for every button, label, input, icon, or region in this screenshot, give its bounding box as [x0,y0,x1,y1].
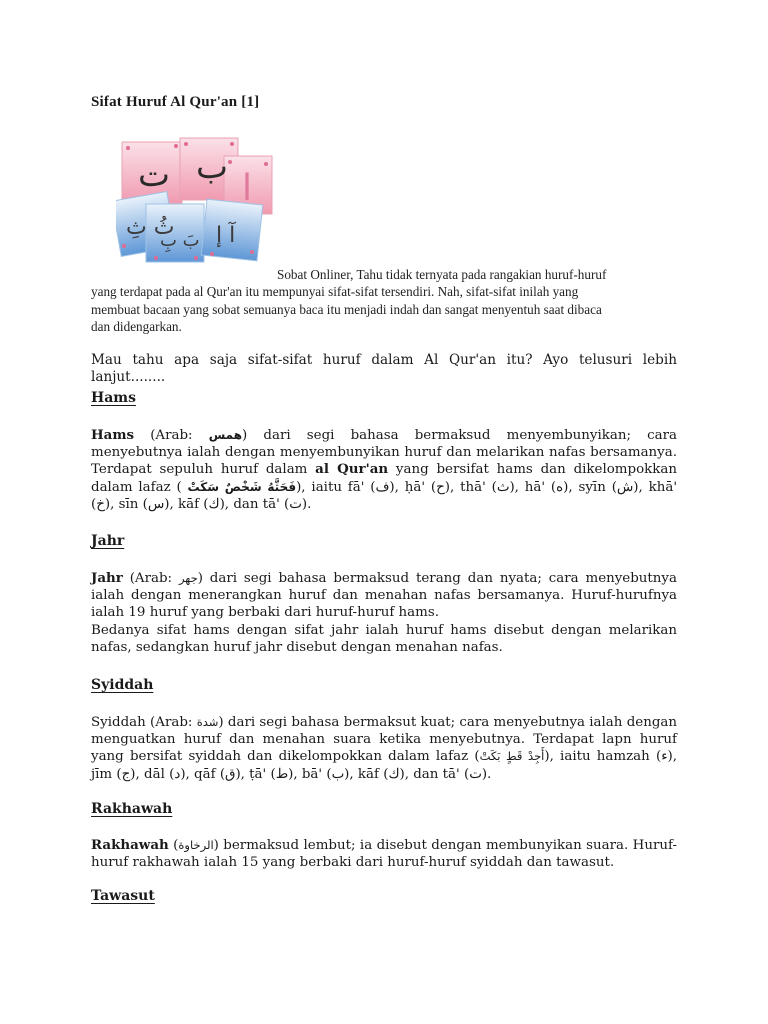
intro-line-4: dan didengarkan. [91,319,182,335]
page-title: Sifat Huruf Al Qur'an [1] [91,94,260,110]
syiddah-term: Syiddah [91,715,146,730]
hams-text-3: ), iaitu fā' (ف), ḥā' (ح), thā' (ث), hā' (ه), syīn (ش), khā' (خ), sīn (س), kāf (ك), dan tā' (ت). [91,479,678,512]
intro-line-1: Sobat Onliner, Tahu tidak ternyata pada rangakian huruf-huruf [277,267,607,282]
rakhawah-text-1: ) bermaksud lembut; ia disebut dengan membunyikan suara. Huruf-huruf rakhawah ialah 15 yang berbaki dari huruf-huruf syiddah dan tawasut. [91,838,678,871]
section-heading-syiddah: Syiddah [91,677,154,693]
hams-lafaz: فَحَثَّهُ شَخْصٌ سَكَتْ [187,479,297,494]
hams-text-1: ) dari segi bahasa bermaksud menyembunyikan; cara menyebutnya ialah dengan menyembunyikan huruf dan melarikan nafas bersamanya. Terdapat sepuluh huruf dalam [91,428,677,478]
syiddah-lafaz: أَجِدْ قَطٍ بَكَتْ [479,749,545,764]
rakhawah-arab-open: ( [168,838,179,853]
hams-alquran: al Qur'an [315,461,389,478]
section-heading-rakhawah: Rakhawah [91,801,173,817]
hams-term: Hams [91,427,135,443]
syiddah-paragraph [91,714,677,783]
rakhawah-paragraph [91,837,677,871]
section-heading-hams: Hams [91,390,136,406]
section-heading-tawasut: Tawasut [91,888,155,904]
syiddah-arabic-word: شدة [196,715,219,729]
svg-text:ثُ ثِ: ثُ ثِ [126,215,175,240]
hijaiyah-cards-illustration [116,134,276,266]
jahr-paragraph [91,570,677,656]
jahr-arab-open: (Arab: [122,571,179,586]
svg-text:ب: ب [196,147,229,187]
svg-text:ا: ا [242,168,253,209]
hams-arab-open: (Arab: [134,428,209,443]
syiddah-arab-open: (Arab: [145,715,197,730]
rakhawah-term: Rakhawah [91,837,169,853]
svg-text:آ إ: آ إ [216,223,236,248]
rakhawah-arabic-word: الرخاوة [178,838,214,852]
hams-arabic-word: همس [208,428,243,442]
intro-paragraph [91,266,677,336]
svg-text:ت: ت [138,155,171,195]
intro-line-2: yang terdapat pada al Qur'an itu mempunyai sifat-sifat tersendiri. Nah, sifat-sifat inilah yang [91,284,579,300]
hams-text-2: yang bersifat hams dan dikelompokkan dalam lafaz ( [91,462,677,495]
jahr-arabic-word: جهر [178,571,198,585]
intro-line-3: membuat bacaan yang sobat semuanya baca itu menjadi indah dan sangat menyentuh saat dibaca [91,301,602,317]
syiddah-text-2: ), iaitu hamzah (ء), jīm (ج), dāl (د), qāf (ق), ṭā' (ط), bā' (ب), kāf (ك), dan tā' (ت). [91,749,677,782]
jahr-text-1: ) dari segi bahasa bermaksud terang dan nyata; cara menyebutnya ialah dengan menerangkan huruf dan menahan nafas bersamanya. Huruf-hurufnya ialah 19 huruf yang berbaki dari huruf-huruf hams. [91,571,677,621]
jahr-term: Jahr [91,570,123,586]
section-heading-jahr: Jahr [91,533,125,549]
syiddah-text-1: ) dari segi bahasa bermaksut kuat; cara menyebutnya ialah dengan menguatkan huruf dan menahan suara ketika menyebutnya. Terdapat lapn huruf yang bersifat syiddah dan dikelompokkan dalam lafaz ( [91,715,677,765]
question-paragraph: Mau tahu apa saja sifat-sifat huruf dalam Al Qur'an itu? Ayo telusuri lebih lanjut........ [91,352,677,386]
jahr-text-2: Bedanya sifat hams dengan sifat jahr ialah huruf hams disebut dengan melarikan nafas, sedangkan huruf jahr disebut dengan menahan nafas. [91,622,677,655]
hams-paragraph [91,427,677,513]
svg-text:بَ بِ: بَ بِ [160,230,200,251]
